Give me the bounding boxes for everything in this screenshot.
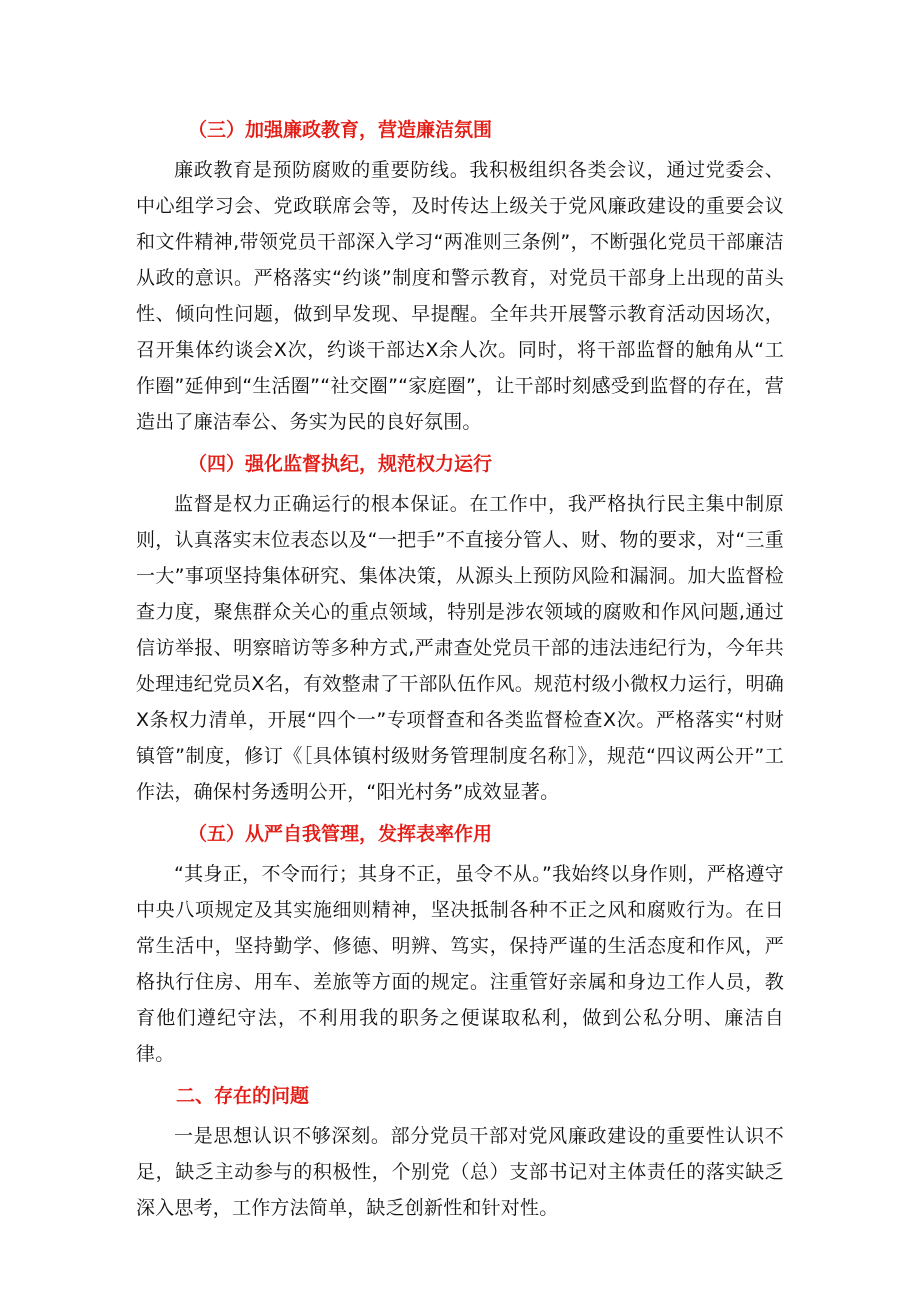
- section-heading-4: （四）强化监督执纪，规范权力运行: [188, 453, 493, 475]
- section-body-5: “其身正，不令而行；其身不正，虽令不从。”我始终以身作则，严格遵守中央八项规定及其实施细则精神，坚决抵制各种不正之风和腐败行为。在日常生活中，坚持勤学、修德、明辨、笃实，保持严谨的生活态度和作风，严格执行住房、用车、差旅等方面的规定。注重管好亲属和身边工作人员，教育他们遵纪守法，不利用我的职务之便谋取私利，做到公私分明、廉洁自律。: [136, 863, 784, 1065]
- section-body-4: 监督是权力正确运行的根本保证。在工作中，我严格执行民主集中制原则，认真落实末位表态以及“一把手”不直接分管人、财、物的要求，对“三重一大”事项坚持集体研究、集体决策，从源头上预防风险和漏洞。加大监督检查力度，聚焦群众关心的重点领域，特别是涉农领域的腐败和作风问题,通过信访举报、明察暗访等多种方式,严肃查处党员干部的违法违纪行为，今年共处理违纪党员X名，有效整肃了干部队伍作风。规范村级小微权力运行，明确X条权力清单，开展“四个一”专项督查和各类监督检查X次。严格落实“村财镇管”制度，修订《［具体镇村级财务管理制度名称］》，规范“四议两公开”工作法，确保村务透明公开，“阳光村务”成效显著。: [136, 493, 784, 803]
- section-heading-3: （三）加强廉政教育，营造廉洁氛围: [188, 119, 493, 141]
- section-heading-5: （五）从严自我管理，发挥表率作用: [188, 823, 493, 845]
- part-heading-problems: 二、存在的问题: [176, 1085, 310, 1107]
- section-body-3: 廉政教育是预防腐败的重要防线。我积极组织各类会议，通过党委会、中心组学习会、党政联席会等，及时传达上级关于党风廉政建设的重要会议和文件精神,带领党员干部深入学习“两准则三条例”，不断强化党员干部廉洁从政的意识。严格落实“约谈”制度和警示教育，对党员干部身上出现的苗头性、倾向性问题，做到早发现、早提醒。全年共开展警示教育活动因场次，召开集体约谈会X次，约谈干部达X余人次。同时，将干部监督的触角从“工作圈”延伸到“生活圈”“社交圈”“家庭圈”，让干部时刻感受到监督的存在，营造出了廉洁奉公、务实为民的良好氛围。: [136, 159, 784, 433]
- problem-item-1: 一是思想认识不够深刻。部分党员干部对党风廉政建设的重要性认识不足，缺乏主动参与的积极性，个别党（总）支部书记对主体责任的落实缺乏深入思考，工作方法简单，缺乏创新性和针对性。: [136, 1125, 784, 1219]
